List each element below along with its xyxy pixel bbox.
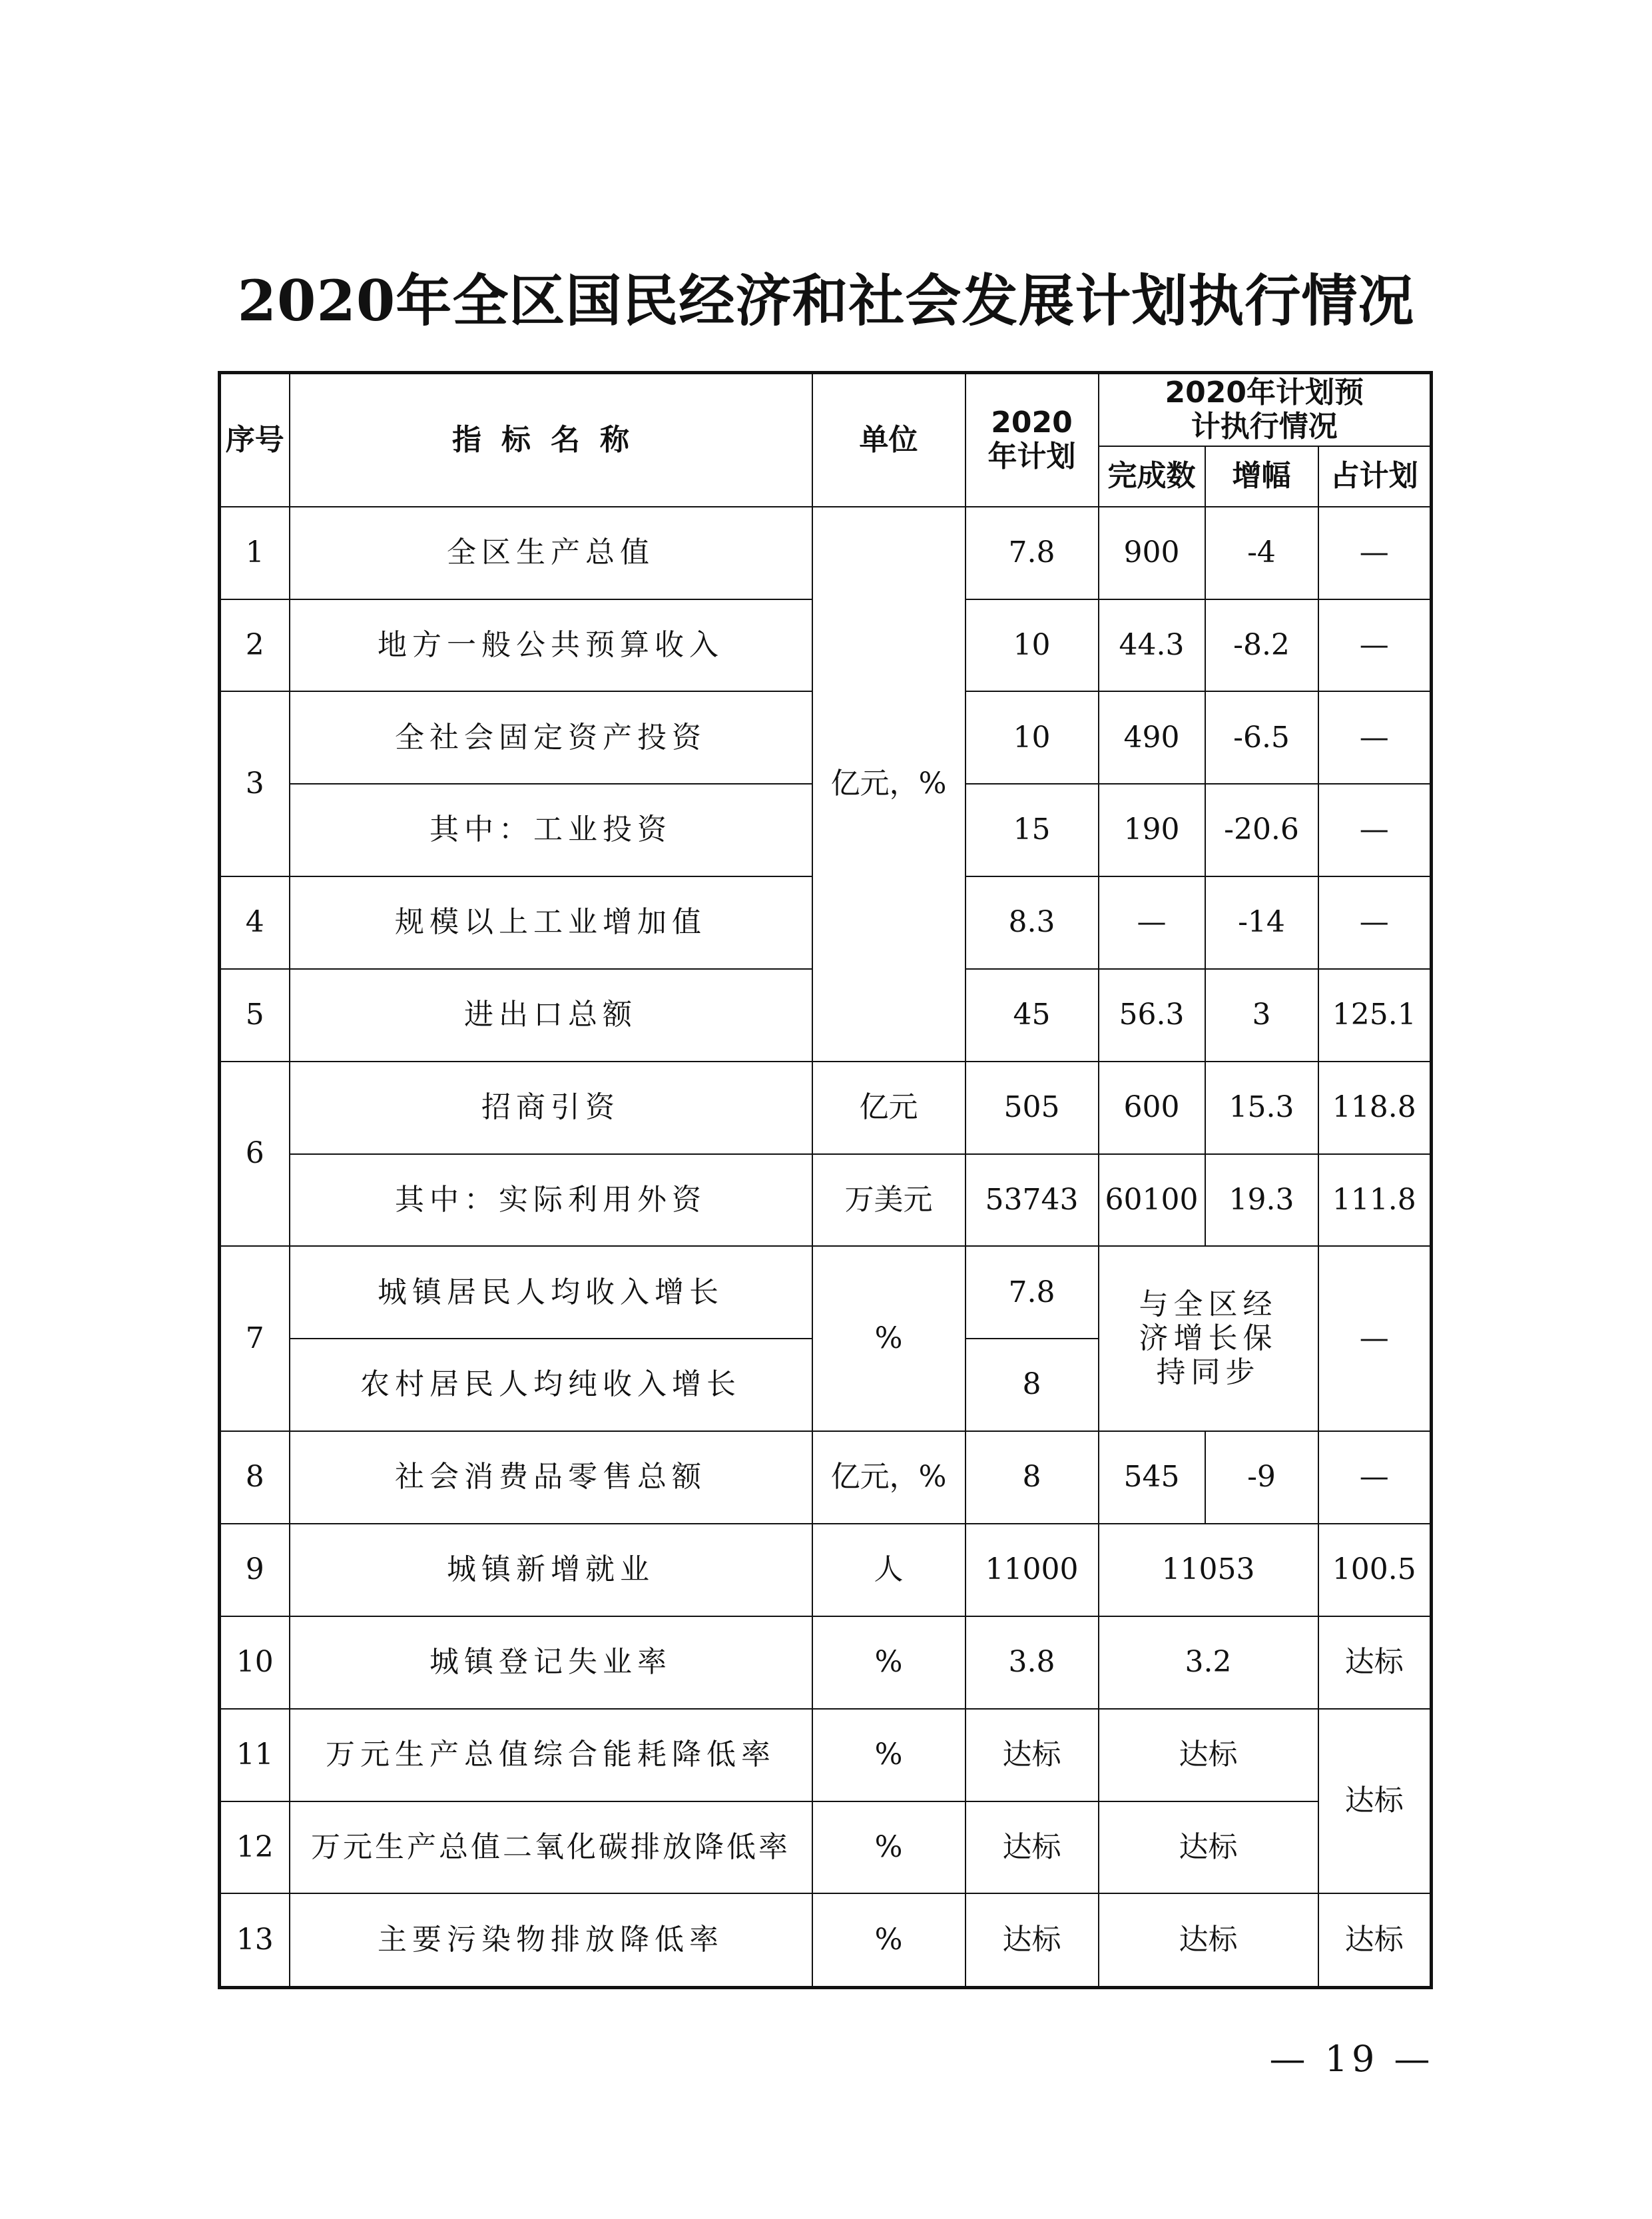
growth-cell: -6.5 — [1205, 691, 1318, 784]
plan-cell: 达标 — [965, 1709, 1099, 1801]
pct-cell: 达标 — [1318, 1709, 1432, 1894]
header-pct: 占计划 — [1318, 446, 1432, 507]
completed-cell: 545 — [1099, 1431, 1205, 1524]
completed-cell: 490 — [1099, 691, 1205, 784]
seq-cell: 13 — [220, 1893, 290, 1987]
merged-exec-cell: 达标 — [1099, 1709, 1318, 1801]
indicator-cell: 全社会固定资产投资 — [290, 691, 812, 784]
plan-execution-table — [218, 371, 1433, 1989]
header-completed: 完成数 — [1099, 446, 1205, 507]
growth-cell: 3 — [1205, 969, 1318, 1062]
page-number: — 19 — — [1269, 2038, 1434, 2080]
indicator-cell: 进出口总额 — [290, 969, 812, 1062]
indicator-cell: 城镇新增就业 — [290, 1524, 812, 1616]
pct-cell: 达标 — [1318, 1616, 1432, 1709]
unit-cell: 亿元，% — [812, 1431, 965, 1524]
completed-cell: — — [1099, 876, 1205, 969]
table-row — [220, 1709, 1432, 1801]
unit-cell: % — [812, 1709, 965, 1801]
plan-cell: 10 — [965, 691, 1099, 784]
page-title: 2020年全区国民经济和社会发展计划执行情况 — [237, 268, 1415, 334]
plan-cell: 7.8 — [965, 507, 1099, 599]
table-row — [220, 1893, 1432, 1987]
header-unit: 单位 — [812, 373, 965, 507]
table-header-row — [220, 373, 1432, 447]
pct-cell: — — [1318, 876, 1432, 969]
pct-cell: 100.5 — [1318, 1524, 1432, 1616]
plan-cell: 15 — [965, 784, 1099, 876]
completed-cell: 56.3 — [1099, 969, 1205, 1062]
indicator-cell: 万元生产总值综合能耗降低率 — [290, 1709, 812, 1801]
seq-cell: 5 — [220, 969, 290, 1062]
plan-cell: 达标 — [965, 1801, 1099, 1894]
pct-cell: — — [1318, 599, 1432, 692]
unit-cell: 亿元，% — [812, 507, 965, 1062]
pct-cell: — — [1318, 1246, 1432, 1431]
header-exec-group: 2020年计划预计执行情况 — [1099, 373, 1432, 447]
completed-cell: 900 — [1099, 507, 1205, 599]
header-seq: 序号 — [220, 373, 290, 507]
seq-cell: 6 — [220, 1062, 290, 1247]
growth-cell: -4 — [1205, 507, 1318, 599]
header-plan: 2020年计划 — [965, 373, 1099, 507]
unit-cell: % — [812, 1893, 965, 1987]
growth-cell: -9 — [1205, 1431, 1318, 1524]
plan-cell: 505 — [965, 1062, 1099, 1154]
completed-cell: 60100 — [1099, 1154, 1205, 1247]
plan-cell: 8 — [965, 1339, 1099, 1431]
seq-cell: 1 — [220, 507, 290, 599]
table-row — [220, 1524, 1432, 1616]
unit-cell: 亿元 — [812, 1062, 965, 1154]
seq-cell: 2 — [220, 599, 290, 692]
growth-cell: -20.6 — [1205, 784, 1318, 876]
merged-exec-cell: 与全区经济增长保持同步 — [1099, 1246, 1318, 1431]
seq-cell: 4 — [220, 876, 290, 969]
indicator-cell: 社会消费品零售总额 — [290, 1431, 812, 1524]
plan-cell: 8 — [965, 1431, 1099, 1524]
plan-cell: 8.3 — [965, 876, 1099, 969]
indicator-cell: 规模以上工业增加值 — [290, 876, 812, 969]
table-row — [220, 1616, 1432, 1709]
table-row — [220, 1246, 1432, 1339]
indicator-cell: 招商引资 — [290, 1062, 812, 1154]
seq-cell: 7 — [220, 1246, 290, 1431]
indicator-cell: 主要污染物排放降低率 — [290, 1893, 812, 1987]
seq-cell: 3 — [220, 691, 290, 876]
seq-cell: 9 — [220, 1524, 290, 1616]
table-row — [220, 507, 1432, 599]
pct-cell: 111.8 — [1318, 1154, 1432, 1247]
table-row — [220, 1062, 1432, 1154]
unit-cell: % — [812, 1801, 965, 1894]
table-row — [220, 1154, 1432, 1247]
growth-cell: -14 — [1205, 876, 1318, 969]
completed-cell: 600 — [1099, 1062, 1205, 1154]
pct-cell: — — [1318, 1431, 1432, 1524]
seq-cell: 11 — [220, 1709, 290, 1801]
completed-cell: 44.3 — [1099, 599, 1205, 692]
merged-exec-cell: 达标 — [1099, 1801, 1318, 1894]
plan-cell: 11000 — [965, 1524, 1099, 1616]
seq-cell: 10 — [220, 1616, 290, 1709]
growth-cell: 15.3 — [1205, 1062, 1318, 1154]
indicator-cell: 全区生产总值 — [290, 507, 812, 599]
pct-cell: 125.1 — [1318, 969, 1432, 1062]
pct-cell: — — [1318, 691, 1432, 784]
indicator-cell: 城镇登记失业率 — [290, 1616, 812, 1709]
header-growth: 增幅 — [1205, 446, 1318, 507]
plan-cell: 45 — [965, 969, 1099, 1062]
merged-exec-cell: 11053 — [1099, 1524, 1318, 1616]
table-row — [220, 1801, 1432, 1894]
indicator-cell: 城镇居民人均收入增长 — [290, 1246, 812, 1339]
merged-exec-cell: 达标 — [1099, 1893, 1318, 1987]
pct-cell: 达标 — [1318, 1893, 1432, 1987]
pct-cell: 118.8 — [1318, 1062, 1432, 1154]
plan-cell: 7.8 — [965, 1246, 1099, 1339]
unit-cell: 万美元 — [812, 1154, 965, 1247]
unit-cell: 人 — [812, 1524, 965, 1616]
pct-cell: — — [1318, 507, 1432, 599]
indicator-cell: 其中：工业投资 — [290, 784, 812, 876]
unit-cell: % — [812, 1246, 965, 1431]
header-indicator: 指标名称 — [290, 373, 812, 507]
plan-cell: 达标 — [965, 1893, 1099, 1987]
growth-cell: -8.2 — [1205, 599, 1318, 692]
completed-cell: 190 — [1099, 784, 1205, 876]
seq-cell: 8 — [220, 1431, 290, 1524]
indicator-cell: 农村居民人均纯收入增长 — [290, 1339, 812, 1431]
indicator-cell: 地方一般公共预算收入 — [290, 599, 812, 692]
plan-cell: 53743 — [965, 1154, 1099, 1247]
pct-cell: — — [1318, 784, 1432, 876]
plan-cell: 10 — [965, 599, 1099, 692]
unit-cell: % — [812, 1616, 965, 1709]
table-row — [220, 1431, 1432, 1524]
plan-cell: 3.8 — [965, 1616, 1099, 1709]
seq-cell: 12 — [220, 1801, 290, 1894]
indicator-cell: 其中：实际利用外资 — [290, 1154, 812, 1247]
indicator-cell: 万元生产总值二氧化碳排放降低率 — [290, 1801, 812, 1894]
merged-exec-cell: 3.2 — [1099, 1616, 1318, 1709]
growth-cell: 19.3 — [1205, 1154, 1318, 1247]
